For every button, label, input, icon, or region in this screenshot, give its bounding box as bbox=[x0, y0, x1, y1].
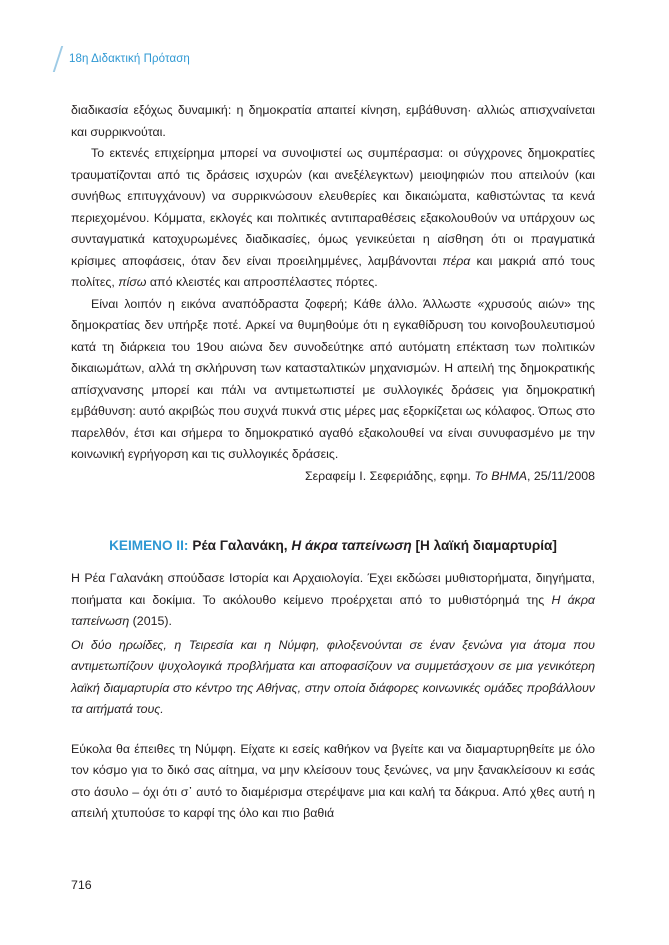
excerpt-intro: Οι δύο ηρωίδες, η Τειρεσία και η Νύμφη, φιλοξενούνται σε έναν ξενώνα για άτομα που αντιμετωπίζουν ψυχολογικά προβλήματα και αποφασίζουν να συμμετάσχουν σε μια γενικότερη λαϊκή διαμαρτυρία στο κέντρο της Αθήνας, στην οποία διάφορες κοινωνικές ομάδες προβάλλουν τα αιτήματά τους. bbox=[71, 637, 595, 716]
author-bio: Η Ρέα Γαλανάκη σπούδασε Ιστορία και Αρχαιολογία. Έχει εκδώσει μυθιστορήματα, διηγήματα, ποιήματα και δοκίμια. Το ακόλουθο κείμενο προέρχεται από το μυθιστόρημά της Η άκρα ταπείνωση (2015). bbox=[71, 571, 595, 628]
page-content bbox=[71, 100, 595, 825]
paragraph-outlook: Είναι λοιπόν η εικόνα αναπόδραστα ζοφερή; Κάθε άλλο. Άλλωστε «χρυσούς αιών» της δημοκρατίας δεν υπήρξε ποτέ. Αρκεί να θυμηθούμε ότι η εγκαθίδρυση του κοινοβουλευτισμού κατά τη διάρκεια του 19ου αιώνα δεν συνοδεύτηκε από αυτόματη επέκταση των πολιτικών δικαιωμάτων, αλλά τη σκλήρυνση των κατασταλτικών μηχανισμών. Η απειλή της δημοκρατικής απίσχνανσης μπορεί και πάλι να αντιμετωπιστεί με συλλογικές δράσεις για δημοκρατική εμβάθυνση: αυτό ακριβώς που συχνά πυκνά στις μέρες μας εξορκίζεται ως κόλαφος. Όπως στο παρελθόν, έτσι και σήμερα το δημοκρατικό αγαθό εξακολουθεί να είναι συνυφασμένο με την κοινωνική εγρήγορση και τις συλλογικές δράσεις. bbox=[71, 296, 595, 461]
excerpt-text: Εύκολα θα έπειθες τη Νύμφη. Είχατε κι εσείς καθήκον να βγείτε και να διαμαρτυρηθείτε με όλο τον κόσμο για το δικό σας αίτημα, να μην κλείσουν τους ξενώνες, να μην ξανακλείσουν κι εσάς στο άσυλο – όχι ότι σ᾽ αυτό το διαμέρισμα στερέψανε μια και καλή τα δάκρυα. Από χθες αυτή η απειλή χτυπούσε το καρφί της όλο και πιο βαθιά bbox=[71, 741, 595, 820]
section-label: ΚΕΙΜΕΝΟ ΙΙ: bbox=[109, 538, 189, 553]
running-header bbox=[57, 46, 190, 72]
section-author: Ρέα Γαλανάκη, bbox=[192, 538, 292, 553]
source-citation: Σεραφείμ Ι. Σεφεριάδης, εφημ. Το ΒΗΜΑ, 25/11/2008 bbox=[304, 468, 595, 483]
section-work-title: Η άκρα ταπείνωση bbox=[291, 538, 412, 553]
header-slash-decoration bbox=[53, 46, 63, 72]
page-number: 716 bbox=[71, 878, 92, 892]
header-title: 18η Διδακτική Πρόταση bbox=[69, 53, 190, 65]
paragraph-continuation: διαδικασία εξόχως δυναμική: η δημοκρατία απαιτεί κίνηση, εμβάθυνση· αλλιώς απισχναίνεται και συρρικνούται. bbox=[71, 103, 595, 139]
section-subtitle: [Η λαϊκή διαμαρτυρία] bbox=[411, 538, 557, 553]
paragraph-conclusion: Το εκτενές επιχείρημα μπορεί να συνοψιστεί ως συμπέρασμα: οι σύγχρονες δημοκρατίες τραυματίζονται από τις δράσεις ισχυρών (και ανεξέλεγκτων) μειοψηφιών που απειλούν (και συνήθως επιτυγχάνουν) να συρρικνώσουν ελευθερίες και δικαιώματα, καθιστώντας τα κενά περιεχομένου. Κόμματα, εκλογές και πολιτικές αντιπαραθέσεις εξακολουθούν να υπάρχουν ως συνταγματικά κατοχυρωμένες διαδικασίες, όμως γενικεύεται η αίσθηση ότι οι πραγματικά κρίσιμες αποφάσεις, όταν δεν είναι προειλημμένες, λαμβάνονται πέρα και μακριά από τους πολίτες, πίσω από κλειστές και απροσπέλαστες πόρτες. bbox=[71, 146, 595, 289]
section-heading bbox=[71, 535, 595, 557]
